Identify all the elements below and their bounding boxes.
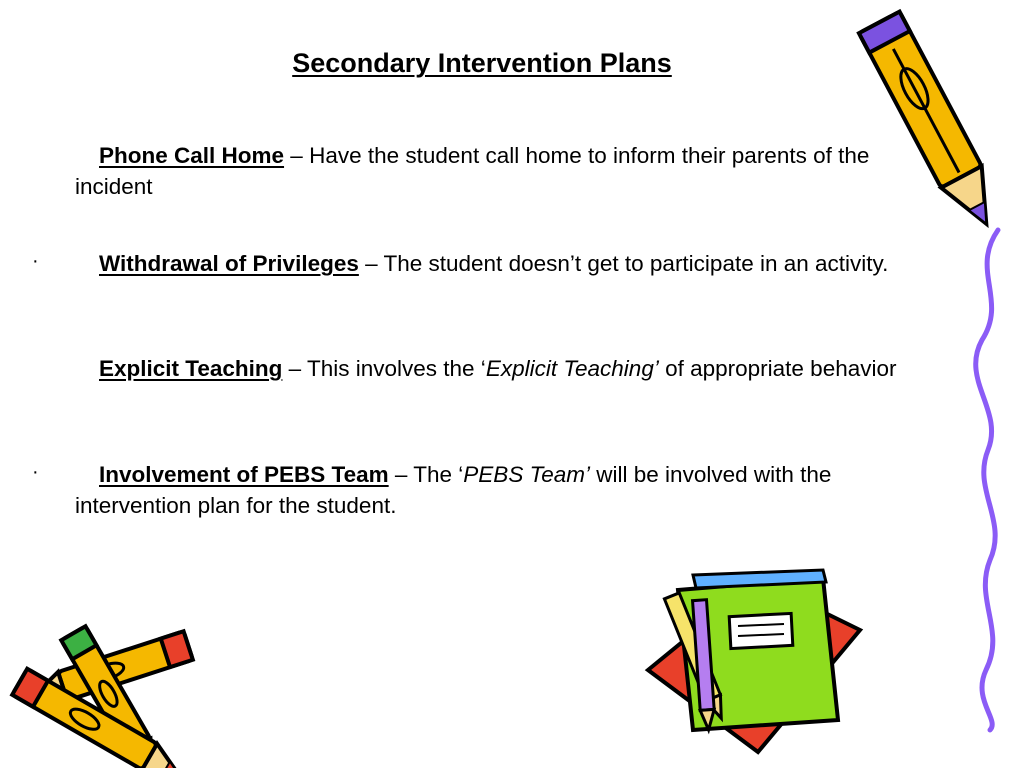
slide-title: Secondary Intervention Plans: [292, 48, 672, 79]
wavy-line-icon: [960, 230, 1020, 730]
item-heading: Involvement of PEBS Team: [99, 462, 389, 487]
crossed-pencils-icon: [0, 615, 210, 760]
item-text: The student doesn’t get to participate in an activity.: [383, 251, 889, 276]
item-heading: Explicit Teaching: [99, 356, 283, 381]
item-text: Have the student call home to inform their parents of the incident: [75, 143, 870, 199]
bullet-marker: ·: [32, 250, 39, 272]
pencil-icon: [860, 0, 1000, 245]
item-heading: Withdrawal of Privileges: [99, 251, 359, 276]
bullet-marker: ·: [32, 461, 39, 483]
notebook-icon: [638, 560, 868, 760]
list-item: Phone Call Home – Have the student call home to inform their parents of the incident: [75, 143, 870, 199]
list-item: Involvement of PEBS Team – The ‘PEBS Team’ will be involved with the intervention plan for the student.: [75, 462, 832, 518]
list-item: Withdrawal of Privileges – The student doesn’t get to participate in an activity.: [99, 251, 889, 276]
list-item: Explicit Teaching – This involves the ‘Explicit Teaching’ of appropriate behavior: [99, 356, 897, 381]
item-heading: Phone Call Home: [99, 143, 285, 168]
